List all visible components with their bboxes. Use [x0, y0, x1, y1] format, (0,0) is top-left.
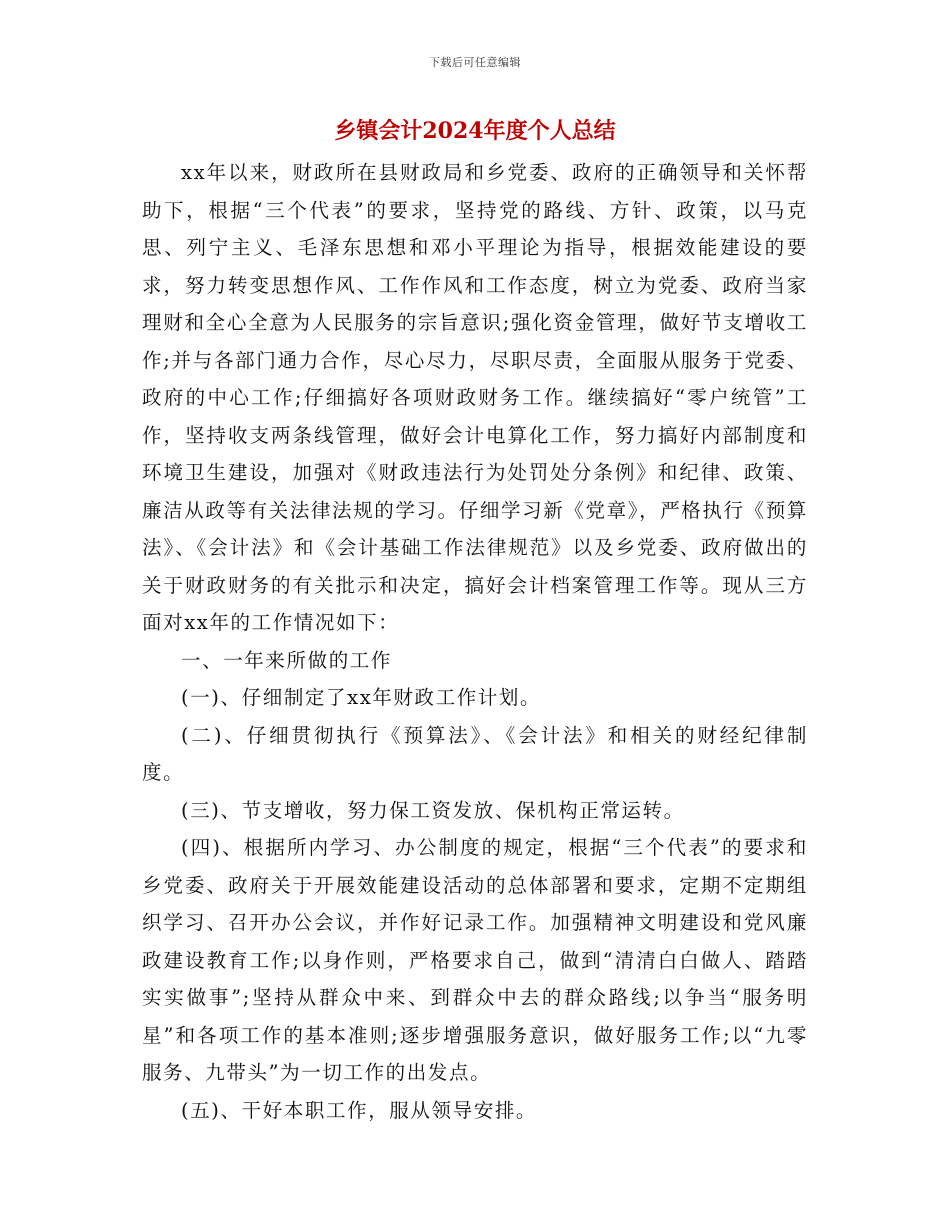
- list-item: (五)、干好本职工作，服从领导安排。: [181, 1098, 538, 1122]
- header-note: 下载后可任意编辑: [429, 56, 521, 69]
- document-body: [142, 154, 808, 1129]
- document-title: 乡镇会计2024年度个人总结: [334, 118, 616, 144]
- section-heading: 一、一年来所做的工作: [181, 648, 393, 672]
- list-item: (三)、节支增收，努力保工资发放、保机构正常运转。: [181, 798, 685, 822]
- list-item: (四)、根据所内学习、办公制度的规定，根据“三个代表”的要求和乡党委、政府关于开展效能建设活动的总体部署和要求，定期不定期组织学习、召开办公会议，并作好记录工作。加强精神文明建设和党风廉政建设教育工作;以身作则，严格要求自己，做到“清清白白做人、踏踏实实做事”;坚持从群众中来、到群众中去的群众路线;以争当“服务明星”和各项工作的基本准则;逐步增强服务意识，做好服务工作;以“九零服务、九带头”为一切工作的出发点。: [142, 836, 808, 1084]
- list-item: (二)、仔细贯彻执行《预算法》、《会计法》和相关的财经纪律制度。: [142, 723, 808, 784]
- list-item: (一)、仔细制定了xx年财政工作计划。: [181, 686, 542, 709]
- intro-paragraph: xx年以来，财政所在县财政局和乡党委、政府的正确领导和关怀帮助下，根据“三个代表”的要求，坚持党的路线、方针、政策，以马克思、列宁主义、毛泽东思想和邓小平理论为指导，根据效能建设的要求，努力转变思想作风、工作作风和工作态度，树立为党委、政府当家理财和全心全意为人民服务的宗旨意识;强化资金管理，做好节支增收工作;并与各部门通力合作，尽心尽力，尽职尽责，全面服从服务于党委、政府的中心工作;仔细搞好各项财政财务工作。继续搞好“零户统管”工作，坚持收支两条线管理，做好会计电算化工作，努力搞好内部制度和环境卫生建设，加强对《财政违法行为处罚处分条例》和纪律、政策、廉洁从政等有关法律法规的学习。仔细学习新《党章》，严格执行《预算法》、《会计法》和《会计基础工作法律规范》以及乡党委、政府做出的关于财政财务的有关批示和决定，搞好会计档案管理工作等。现从三方面对xx年的工作情况如下：: [142, 161, 808, 634]
